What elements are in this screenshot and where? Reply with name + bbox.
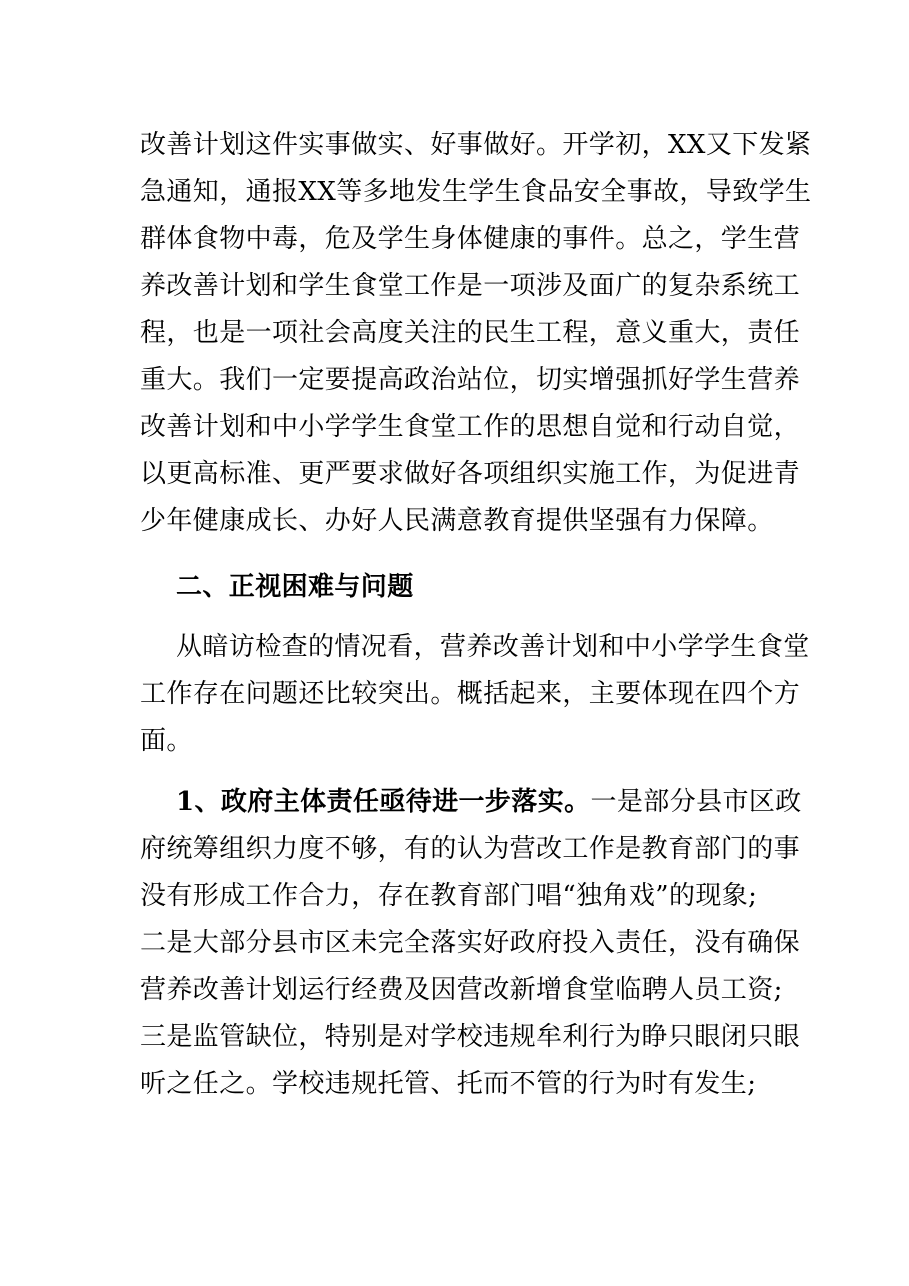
point1-line: 三是监管缺位，特别是对学校违规牟利行为睁只眼闭只眼 xyxy=(140,1022,801,1052)
paragraph1-line: 群体食物中毒，危及学生身体健康的事件。总之，学生营 xyxy=(140,224,801,254)
section-heading: 二、正视困难与问题 xyxy=(176,572,414,602)
paragraph1-line: 改善计划和中小学学生食堂工作的思想自觉和行动自觉， xyxy=(140,412,801,442)
point1-first-line xyxy=(176,782,802,822)
point1-line: 府统筹组织力度不够，有的认为营改工作是教育部门的事 xyxy=(140,834,801,864)
point1-line: 没有形成工作合力，存在教育部门唱“独角戏”的现象; xyxy=(140,881,758,911)
paragraph1-line: 养改善计划和学生食堂工作是一项涉及面广的复杂系统工 xyxy=(140,271,801,301)
paragraph2-line: 工作存在问题还比较突出。概括起来，主要体现在四个方 xyxy=(140,679,801,709)
point1-line: 二是大部分县市区未完全落实好政府投入责任，没有确保 xyxy=(140,928,801,958)
paragraph1-line: 重大。我们一定要提高政治站位，切实增强抓好学生营养 xyxy=(140,365,801,395)
point1-line: 听之任之。学校违规托管、托而不管的行为时有发生; xyxy=(140,1069,757,1099)
paragraph1-line: 少年健康成长、办好人民满意教育提供坚强有力保障。 xyxy=(140,506,774,536)
paragraph1-line: 改善计划这件实事做实、好事做好。开学初，XX又下发紧 xyxy=(140,130,812,160)
paragraph2-line: 从暗访检查的情况看，营养改善计划和中小学学生食堂 xyxy=(176,632,810,662)
paragraph1-line: 以更高标准、更严要求做好各项组织实施工作，为促进青 xyxy=(140,459,801,489)
point1-line: 营养改善计划运行经费及因营改新增食堂临聘人员工资; xyxy=(140,975,783,1005)
point1-title: 1、政府主体责任亟待进一步落实。 xyxy=(176,787,591,817)
paragraph1-line: 急通知，通报XX等多地发生学生食品安全事故，导致学生 xyxy=(140,177,812,207)
point1-first-line-rest: 一是部分县市区政 xyxy=(590,787,802,817)
paragraph1-line: 程，也是一项社会高度关注的民生工程，意义重大，责任 xyxy=(140,318,801,348)
paragraph2-line: 面。 xyxy=(140,726,193,756)
